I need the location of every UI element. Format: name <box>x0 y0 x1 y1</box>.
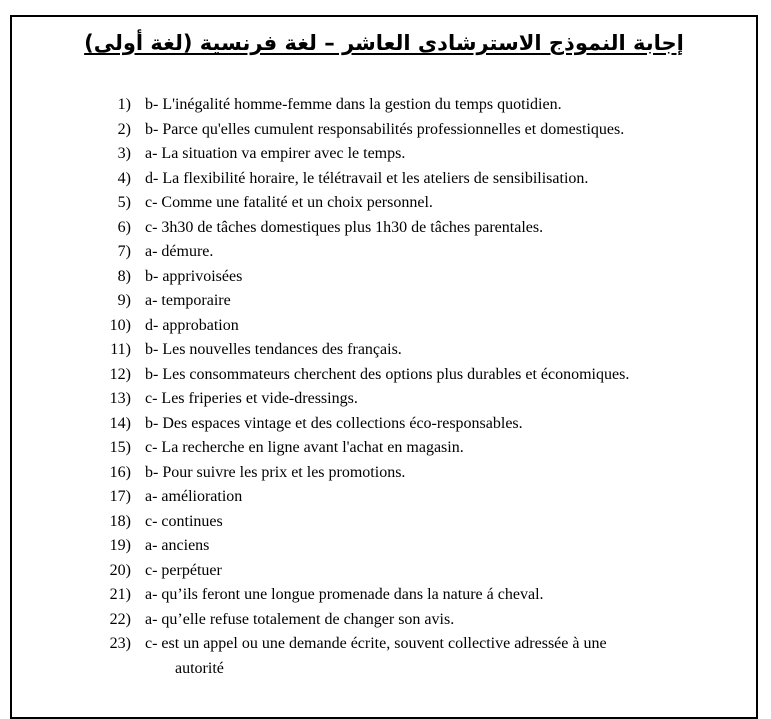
answer-row <box>12 289 756 314</box>
answer-text <box>145 583 544 608</box>
answer-text <box>145 314 239 339</box>
answer-text-line: c- Comme une fatalité et un choix personnel. <box>145 194 433 211</box>
answer-text-line: c- perpétuer <box>145 561 222 579</box>
answer-row <box>12 191 756 216</box>
answer-number: 16) <box>109 463 131 481</box>
answer-number: 18) <box>109 512 131 530</box>
answer-text <box>145 461 405 486</box>
answer-number: 19) <box>109 537 131 554</box>
answer-text-line: b- Les nouvelles tendances des français. <box>145 341 402 358</box>
answer-text <box>145 240 213 265</box>
answer-text <box>145 363 629 388</box>
answer-row <box>12 632 756 681</box>
answer-text-line: c- 3h30 de tâches domestiques plus 1h30 de tâches parentales. <box>145 218 544 236</box>
answer-text-line: b- Des espaces vintage et des collections éco-responsables. <box>145 414 523 432</box>
answer-text-line: c- est un appel ou une demande écrite, souvent collective adressée à une <box>145 635 607 652</box>
answer-text <box>145 559 222 584</box>
answer-number: 11) <box>110 341 131 358</box>
answer-row <box>12 387 756 412</box>
answer-number: 13) <box>109 390 131 407</box>
answer-number: 20) <box>109 561 131 579</box>
answer-number: 5) <box>117 194 131 211</box>
document-title: إجابة النموذج الاسترشادى العاشر – لغة فرنسية (لغة أولى) <box>84 31 684 55</box>
answer-text-line: b- apprivoisées <box>145 267 243 285</box>
answer-text-line: c- continues <box>145 512 223 530</box>
answer-text-continuation: autorité <box>175 659 224 677</box>
answer-text <box>145 510 223 535</box>
answer-number: 17) <box>109 488 131 505</box>
answer-row <box>12 485 756 510</box>
answer-text-line: a- démure. <box>145 243 214 260</box>
answer-text <box>145 118 624 143</box>
answer-text <box>145 142 405 167</box>
answer-text-line: b- Parce qu'elles cumulent responsabilités professionnelles et domestiques. <box>145 120 625 138</box>
answer-number: 14) <box>109 414 131 432</box>
answer-text-line: a- qu’elle refuse totalement de changer son avis. <box>145 610 455 628</box>
answer-row <box>12 436 756 461</box>
answer-number: 3) <box>117 145 131 162</box>
document-page <box>10 15 758 719</box>
answer-number: 6) <box>117 218 131 236</box>
answer-text-line: b- Les consommateurs cherchent des options plus durables et économiques. <box>145 365 630 383</box>
answer-text-line: d- La flexibilité horaire, le télétravail et les ateliers de sensibilisation. <box>145 169 589 187</box>
answer-row <box>12 363 756 388</box>
answer-number: 21) <box>109 586 131 603</box>
answer-text-line: a- anciens <box>145 537 210 554</box>
answer-row <box>12 412 756 437</box>
answer-text <box>145 534 209 559</box>
answer-text <box>145 191 433 216</box>
answer-text <box>145 485 242 510</box>
answer-text-line: a- amélioration <box>145 488 243 505</box>
answer-row <box>12 167 756 192</box>
answer-text <box>145 632 607 681</box>
answer-text-line: b- L'inégalité homme-femme dans la gestion du temps quotidien. <box>145 96 562 113</box>
answer-text-line: b- Pour suivre les prix et les promotions. <box>145 463 406 481</box>
answer-text-line: a- temporaire <box>145 292 231 309</box>
answer-text <box>145 167 588 192</box>
answer-text-line: c- Les friperies et vide-dressings. <box>145 390 358 407</box>
answer-row <box>12 265 756 290</box>
answer-row <box>12 314 756 339</box>
answer-text <box>145 608 454 633</box>
answer-text <box>145 412 523 437</box>
answer-number: 15) <box>109 439 131 456</box>
answer-row <box>12 510 756 535</box>
answer-text-line: a- La situation va empirer avec le temps. <box>145 145 406 162</box>
answer-number: 22) <box>109 610 131 628</box>
answer-text-line: d- approbation <box>145 316 239 334</box>
answer-row <box>12 240 756 265</box>
answer-list <box>12 93 756 681</box>
answer-number: 4) <box>117 169 131 187</box>
answer-text <box>145 289 231 314</box>
answer-row <box>12 118 756 143</box>
answer-text <box>145 387 358 412</box>
answer-number: 12) <box>109 365 131 383</box>
answer-row <box>12 534 756 559</box>
answer-text <box>145 216 543 241</box>
answer-number: 8) <box>117 267 131 285</box>
answer-row <box>12 216 756 241</box>
answer-number: 10) <box>109 316 131 334</box>
answer-number: 7) <box>117 243 131 260</box>
answer-row <box>12 559 756 584</box>
answer-row <box>12 93 756 118</box>
answer-number: 23) <box>109 635 131 652</box>
answer-row <box>12 608 756 633</box>
answer-text <box>145 93 562 118</box>
answer-number: 2) <box>117 120 131 138</box>
answer-row <box>12 338 756 363</box>
answer-text <box>145 265 242 290</box>
answer-row <box>12 142 756 167</box>
answer-text <box>145 338 402 363</box>
answer-row <box>12 461 756 486</box>
answer-text <box>145 436 464 461</box>
answer-number: 1) <box>117 96 131 113</box>
answer-row <box>12 583 756 608</box>
answer-text-line: c- La recherche en ligne avant l'achat en magasin. <box>145 439 464 456</box>
answer-number: 9) <box>117 292 131 309</box>
answer-text-line: a- qu’ils feront une longue promenade dans la nature á cheval. <box>145 586 544 603</box>
